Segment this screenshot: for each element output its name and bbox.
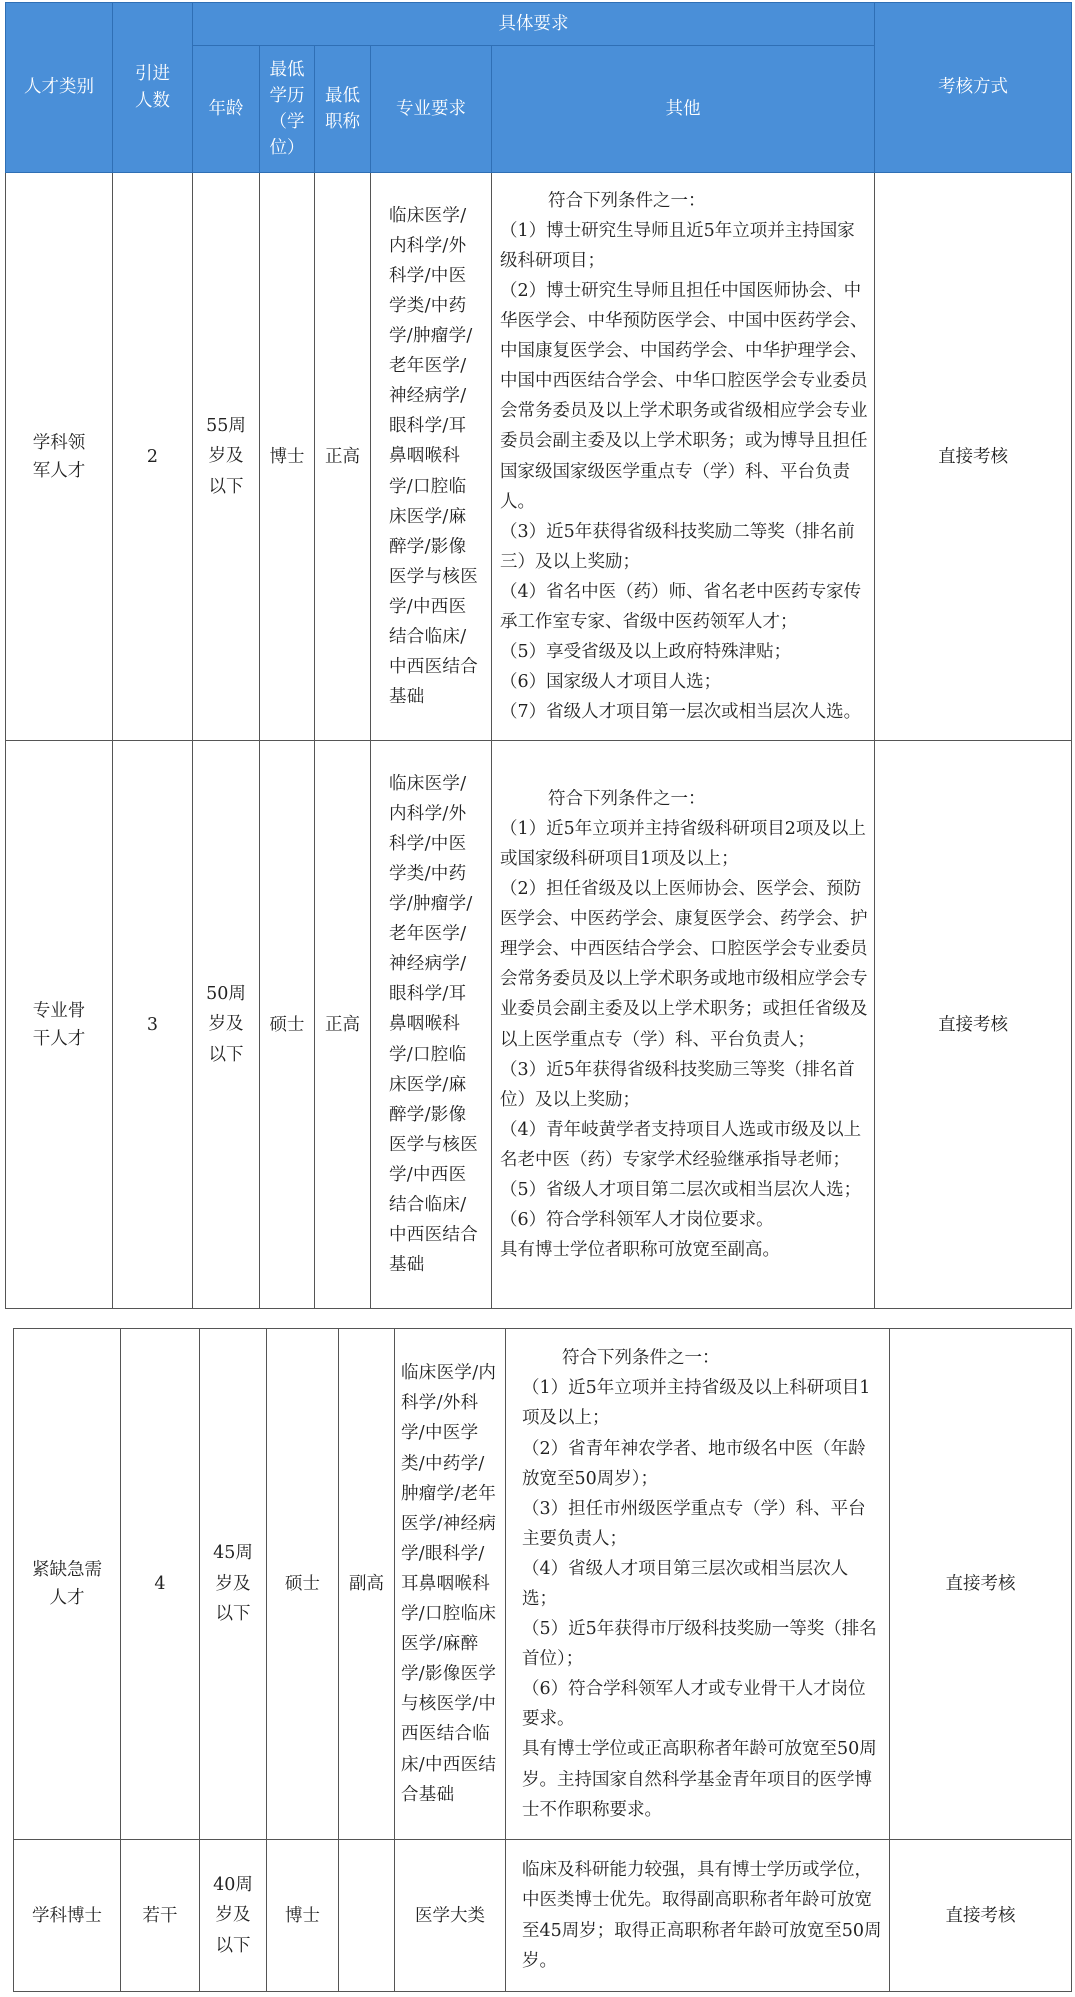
other-line: （2）省青年神农学者、地市级名中医（年龄放宽至50周岁）； (522, 1438, 866, 1489)
row-age: 40周岁及以下 (200, 1840, 267, 1992)
row-major: 临床医学/内科学/外科学/中医学类/中药学/肿瘤学/老年医学/神经病学/眼科学/耳鼻咽喉科学/口腔临床医学/麻醉学/影像医学与核医学/中西医结合临床/中西医结合基础 (371, 173, 492, 741)
other-line: 具有博士学位或正高职称者年龄可放宽至50周岁。主持国家自然科学基金青年项目的医学博士不作职称要求。 (522, 1739, 877, 1820)
row-other (492, 741, 875, 1309)
header-education: 最低学历（学位） (260, 46, 315, 173)
row-count: 2 (113, 173, 193, 741)
row-major: 临床医学/内科学/外科学/中医学类/中药学/肿瘤学/老年医学/神经病学/眼科学/耳鼻咽喉科学/口腔临床医学/麻醉学/影像医学与核医学/中西医结合临床/中西医结合基础 (395, 1329, 506, 1840)
row-major: 医学大类 (395, 1840, 506, 1992)
other-line: （3）近5年获得省级科技奖励三等奖（排名首位）及以上奖励； (500, 1059, 855, 1110)
row-other (506, 1329, 890, 1840)
row-age: 50周岁及以下 (193, 741, 260, 1309)
header-specific: 具体要求 (193, 3, 875, 46)
table-row (6, 173, 1072, 741)
row-major: 临床医学/内科学/外科学/中医学类/中药学/肿瘤学/老年医学/神经病学/眼科学/耳鼻咽喉科学/口腔临床医学/麻醉学/影像医学与核医学/中西医结合临床/中西医结合基础 (371, 741, 492, 1309)
other-line: （5）享受省级及以上政府特殊津贴； (500, 642, 792, 663)
other-line: （3）近5年获得省级科技奖励二等奖（排名前三）及以上奖励； (500, 521, 855, 572)
other-line: 符合下列条件之一： (548, 190, 706, 211)
row-count: 3 (113, 741, 193, 1309)
row-category: 紧缺急需人才 (14, 1329, 121, 1840)
row-age: 45周岁及以下 (200, 1329, 267, 1840)
talent-table-part1 (5, 2, 1072, 1309)
table-row (14, 1329, 1072, 1840)
row-education: 硕士 (260, 741, 315, 1309)
other-line: （4）青年岐黄学者支持项目人选或市级及以上名老中医（药）专家学术经验继承指导老师； (500, 1119, 862, 1170)
other-line: 符合下列条件之一： (562, 1348, 720, 1369)
other-line: （6）符合学科领军人才或专业骨干人才岗位要求。 (522, 1679, 866, 1730)
other-line: （1）博士研究生导师且近5年立项并主持国家级科研项目； (500, 220, 855, 271)
other-line: 具有博士学位者职称可放宽至副高。 (500, 1240, 780, 1261)
row-assessment: 直接考核 (875, 173, 1072, 741)
talent-table-part2 (13, 1328, 1072, 1992)
table-row (14, 1840, 1072, 1992)
table-row (6, 741, 1072, 1309)
other-line: （3）担任市州级医学重点专（学）科、平台主要负责人； (522, 1498, 866, 1549)
row-assessment: 直接考核 (890, 1840, 1072, 1992)
header-major: 专业要求 (371, 46, 492, 173)
row-other (492, 173, 875, 741)
other-line: （2）担任省级及以上医师协会、医学会、预防医学会、中医药学会、康复医学会、药学会、护理学会、中西医结合学会、口腔医学会专业委员会常务委员及以上学术职务或地市级相应学会专业委员会副主委及以上学术职务；或担任省级及以上医学重点专（学）科、平台负责人； (500, 879, 868, 1050)
row-education: 硕士 (267, 1329, 339, 1840)
other-line: 临床及科研能力较强，具有博士学历或学位，中医类博士优先。取得副高职称者年龄可放宽至45周岁；取得正高职称者年龄可放宽至50周岁。 (522, 1860, 882, 1971)
row-other (506, 1840, 890, 1992)
other-line: 符合下列条件之一： (548, 788, 706, 809)
row-count: 若干 (121, 1840, 200, 1992)
row-category: 学科领军人才 (6, 173, 113, 741)
header-other: 其他 (492, 46, 875, 173)
row-age: 55周岁及以下 (193, 173, 260, 741)
row-education: 博士 (260, 173, 315, 741)
header-title: 最低职称 (315, 46, 371, 173)
row-assessment: 直接考核 (890, 1329, 1072, 1840)
row-title: 正高 (315, 741, 371, 1309)
header-age: 年龄 (193, 46, 260, 173)
other-line: （1）近5年立项并主持省级科研项目2项及以上或国家级科研项目1项及以上； (500, 818, 866, 869)
other-line: （1）近5年立项并主持省级及以上科研项目1项及以上； (522, 1378, 871, 1429)
other-line: （6）符合学科领军人才岗位要求。 (500, 1210, 774, 1231)
header-assessment: 考核方式 (875, 3, 1072, 173)
other-line: （5）近5年获得市厅级科技奖励一等奖（排名首位）； (522, 1619, 877, 1670)
other-line: （4）省级人才项目第三层次或相当层次人选； (522, 1558, 849, 1609)
row-assessment: 直接考核 (875, 741, 1072, 1309)
other-line: （6）国家级人才项目人选； (500, 672, 722, 693)
row-title: 正高 (315, 173, 371, 741)
other-line: （5）省级人才项目第二层次或相当层次人选； (500, 1179, 862, 1200)
header-category: 人才类别 (6, 3, 113, 173)
row-category: 学科博士 (14, 1840, 121, 1992)
row-count: 4 (121, 1329, 200, 1840)
row-title (339, 1840, 395, 1992)
other-line: （4）省名中医（药）师、省名老中医药专家传承工作室专家、省级中医药领军人才； (500, 581, 862, 632)
other-line: （7）省级人才项目第一层次或相当层次人选。 (500, 702, 862, 723)
header-count: 引进人数 (113, 3, 193, 173)
row-education: 博士 (267, 1840, 339, 1992)
other-line: （2）博士研究生导师且担任中国医师协会、中华医学会、中华预防医学会、中国中医药学会、中国康复医学会、中国药学会、中华护理学会、中国中西医结合学会、中华口腔医学会专业委员会常务委员及以上学术职务或省级相应学会专业委员会副主委及以上学术职务；或为博导且担任国家级国家级医学重点专（学）科、平台负责人。 (500, 280, 868, 512)
row-title: 副高 (339, 1329, 395, 1840)
row-category: 专业骨干人才 (6, 741, 113, 1309)
